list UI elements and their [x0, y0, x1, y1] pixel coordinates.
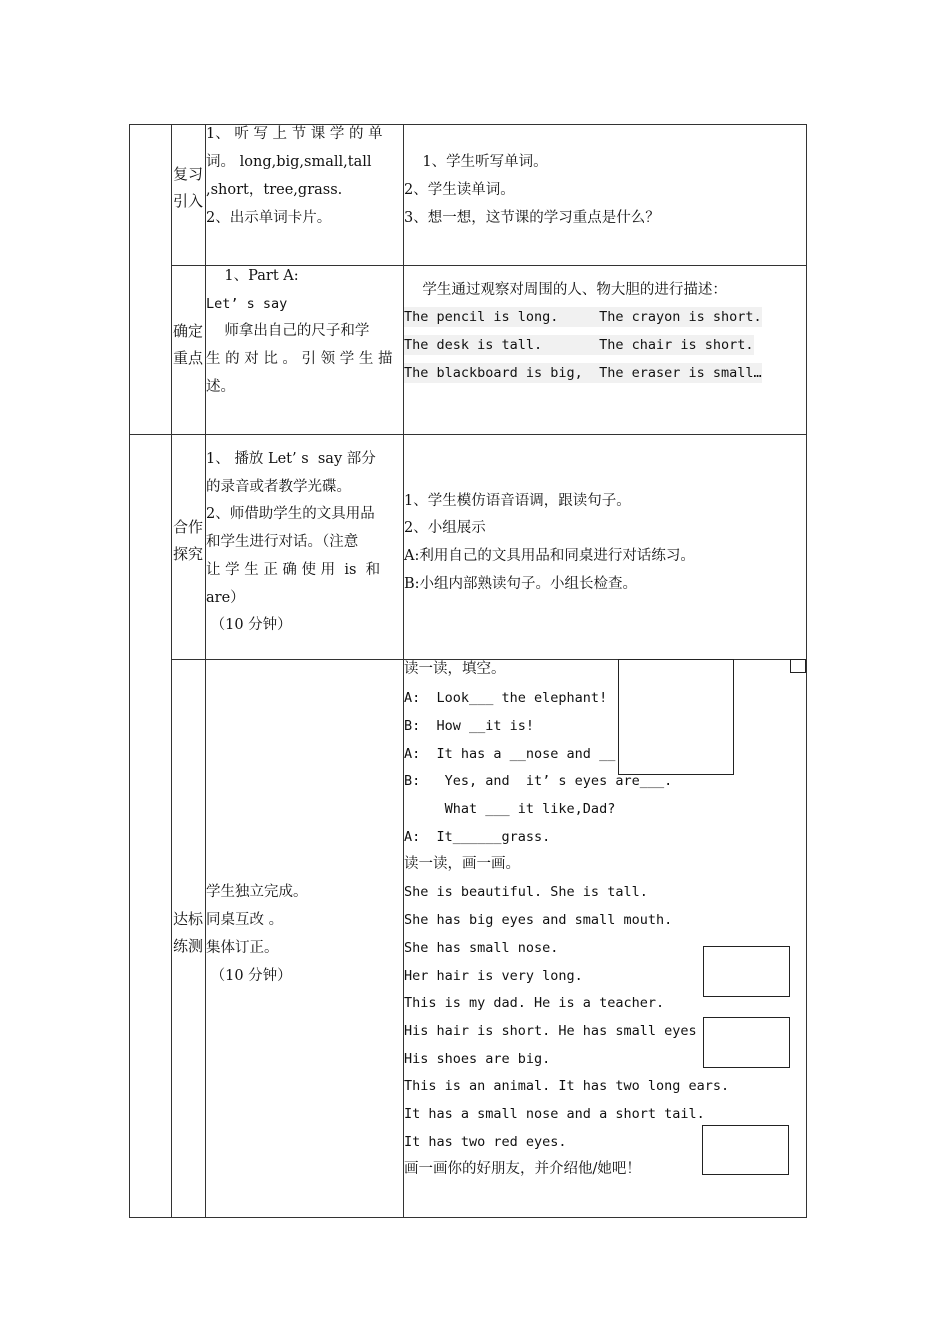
exercise-draw-final: 画一画你的好朋友，并介绍他/她吧！: [404, 1161, 641, 1177]
row2-teacher-line5: 述。: [206, 379, 235, 395]
row2-student-sentence1: The pencil is long. The crayon is short.: [404, 309, 762, 325]
row3-student-line1: 1、学生模仿语音语调，跟读句子。: [404, 493, 631, 509]
row1-label: [171, 161, 205, 215]
row3-student-line3: A:利用自己的文具用品和同桌进行对话练习。: [404, 548, 695, 564]
table-border-right: [806, 124, 807, 1218]
exercise-draw-line7: His shoes are big.: [404, 1051, 551, 1067]
row3-teacher-line2: 的录音或者教学光碟。: [206, 479, 351, 495]
exercise-fill-heading: 读一读，填空。: [404, 661, 506, 677]
drawing-box-animal: [702, 1125, 789, 1175]
exercise-draw-line4: Her hair is very long.: [404, 968, 583, 984]
col-divider-2: [205, 124, 206, 1218]
exercise-draw-line10: It has two red eyes.: [404, 1134, 567, 1150]
row3-label-line1: 合作: [172, 518, 203, 536]
drawing-box-dad: [703, 1017, 790, 1068]
row3-teacher-line7: （10 分钟）: [206, 617, 292, 633]
row2-student-intro: 学生通过观察对周围的人、物大胆的进行描述：: [404, 282, 727, 298]
table-border-bottom: [129, 1217, 807, 1218]
row1-label-line1: 复习: [172, 165, 203, 183]
row3-student-line2: 2、小组展示: [404, 520, 486, 536]
exercise-fill-line4: B: Yes, and it’ s eyes are___.: [404, 773, 673, 789]
row3-teacher-line4: 和学生进行对话。（注意: [206, 534, 359, 550]
row4-teacher-line2: 同桌互改 。: [206, 912, 284, 928]
exercise-fill-line5: What ___ it like,Dad?: [404, 801, 616, 817]
row1-teacher-line3: ,short，tree,grass.: [206, 182, 343, 198]
row2-student-sentence2: The desk is tall. The chair is short.: [404, 337, 754, 353]
row2-teacher-line3: 师拿出自己的尺子和学: [206, 323, 370, 339]
row3-label-line2: 探究: [172, 545, 203, 563]
exercise-fill-line2: B: How __it is!: [404, 718, 535, 734]
row4-teacher-line1: 学生独立完成。: [206, 884, 308, 900]
row4-teacher-line3: 集体订正。: [206, 940, 279, 956]
row2-student-sentence3: The blackboard is big, The eraser is small…: [404, 365, 762, 381]
row2-teacher-line2: Let’ s say: [206, 296, 288, 312]
row2-teacher-line1: 1、Part A:: [206, 268, 299, 284]
exercise-draw-line6: His hair is short. He has small eyes: [404, 1023, 697, 1039]
exercise-fill-line6: A: It______grass.: [404, 829, 551, 845]
exercise-draw-line3: She has small nose.: [404, 940, 559, 956]
row2-label-line2: 重点: [172, 349, 203, 367]
row3-teacher-line5: 让 学 生 正 确 使 用 is 和: [206, 562, 381, 578]
row4-label-line2: 练测: [172, 937, 203, 955]
col-divider-1: [171, 124, 172, 1218]
row3-teacher-line1: 1、 播放 Let’ s say 部分: [206, 451, 376, 467]
drawing-box-girl: [703, 946, 790, 997]
row3-teacher-line3: 2、师借助学生的文具用品: [206, 506, 375, 522]
exercise-draw-heading: 读一读，画一画。: [404, 856, 520, 872]
row1-student-line3: 3、想一想，这节课的学习重点是什么？: [404, 210, 660, 226]
row1-teacher-line4: 2、出示单词卡片。: [206, 210, 332, 226]
row2-teacher-line4: 生 的 对 比 。 引 领 学 生 描: [206, 351, 393, 367]
row1-student-line1: 1、学生听写单词。: [404, 154, 548, 170]
exercise-draw-line2: She has big eyes and small mouth.: [404, 912, 673, 928]
exercise-fill-line3: A: It has a __nose and __: [404, 746, 616, 762]
row1-student-line2: 2、学生读单词。: [404, 182, 515, 198]
row4-label-line1: 达标: [172, 910, 203, 928]
exercise-draw-line9: It has a small nose and a short tail.: [404, 1106, 705, 1122]
exercise-draw-line1: She is beautiful. She is tall.: [404, 884, 648, 900]
small-checkbox: [790, 659, 806, 673]
picture-box-elephant: [618, 659, 734, 775]
exercise-draw-line5: This is my dad. He is a teacher.: [404, 995, 665, 1011]
exercise-fill-line1: A: Look___ the elephant!: [404, 690, 608, 706]
row2-label-line1: 确定: [172, 322, 203, 340]
row3-student-line4: B:小组内部熟读句子。小组长检查。: [404, 576, 638, 592]
row1-teacher-line1: 1、 听 写 上 节 课 学 的 单: [206, 126, 383, 142]
row-divider-2: [129, 434, 807, 435]
row2-label: [171, 318, 205, 372]
row1-teacher-line2: 词。 long,big,small,tall: [206, 154, 372, 170]
row4-label: [171, 906, 205, 960]
table-border-left: [129, 124, 130, 1218]
exercise-draw-line8: This is an animal. It has two long ears.: [404, 1078, 730, 1094]
row1-label-line2: 引入: [172, 192, 203, 210]
row4-teacher-line4: （10 分钟）: [206, 968, 292, 984]
row3-teacher-line6: are）: [206, 590, 245, 606]
row3-label: [171, 514, 205, 568]
